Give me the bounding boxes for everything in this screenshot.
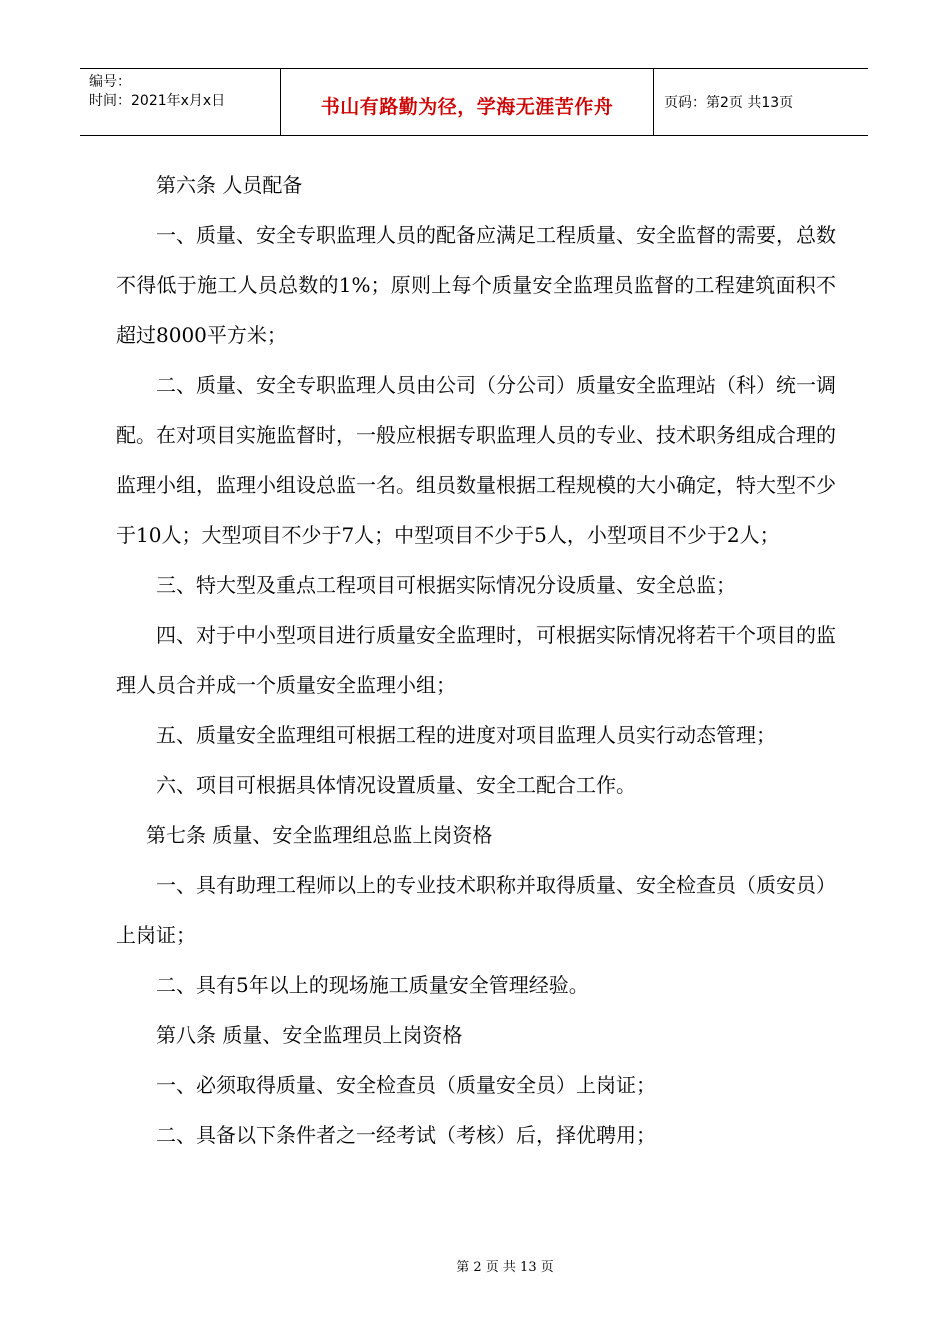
paragraph: 一、具有助理工程师以上的专业技术职称并取得质量、安全检查员（质安员）上岗证；: [116, 873, 836, 947]
header-meta-cell: [80, 69, 281, 135]
paragraph: 五、质量安全监理组可根据工程的进度对项目监理人员实行动态管理；: [156, 723, 776, 747]
paragraph: 六、项目可根据具体情况设置质量、安全工配合工作。: [156, 773, 636, 797]
paragraph: 二、具备以下条件者之一经考试（考核）后，择优聘用；: [156, 1123, 656, 1147]
paragraph: 第七条 质量、安全监理组总监上岗资格: [146, 823, 493, 847]
header-slogan: 书山有路勤为径，学海无涯苦作舟: [320, 95, 614, 118]
footer-page-number: 第 2 页 共 13 页: [456, 1260, 554, 1275]
paragraph: 一、必须取得质量、安全检查员（质量安全员）上岗证；: [156, 1073, 656, 1097]
paragraph: 三、特大型及重点工程项目可根据实际情况分设质量、安全总监；: [156, 573, 736, 597]
document-body: [116, 160, 836, 1160]
page-footer: [0, 1256, 950, 1275]
paragraph: 第八条 质量、安全监理员上岗资格: [156, 1023, 463, 1047]
paragraph: 二、质量、安全专职监理人员由公司（分公司）质量安全监理站（科）统一调配。在对项目实施监督时，一般应根据专职监理人员的专业、技术职务组成合理的监理小组，监理小组设总监一名。组员数量根据工程规模的大小确定，特大型不少于10人；大型项目不少于7人；中型项目不少于5人，小型项目不少于2人；: [116, 373, 836, 547]
paragraph: 二、具有5年以上的现场施工质量安全管理经验。: [156, 973, 589, 997]
header-slogan-cell: [281, 69, 654, 135]
paragraph: 第六条 人员配备: [156, 173, 303, 197]
paragraph: 一、质量、安全专职监理人员的配备应满足工程质量、安全监督的需要，总数不得低于施工人员总数的1%；原则上每个质量安全监理员监督的工程建筑面积不超过8000平方米；: [116, 223, 836, 347]
paragraph: 四、对于中小型项目进行质量安全监理时，可根据实际情况将若干个项目的监理人员合并成一个质量安全监理小组；: [116, 623, 836, 697]
header-page-cell: [654, 69, 868, 135]
document-time-label: 时间：2021年x月x日: [89, 93, 226, 109]
document-header: [80, 68, 868, 136]
header-page-code: 页码：第2页 共13页: [664, 95, 794, 111]
document-number-label: 编号：: [89, 74, 131, 90]
